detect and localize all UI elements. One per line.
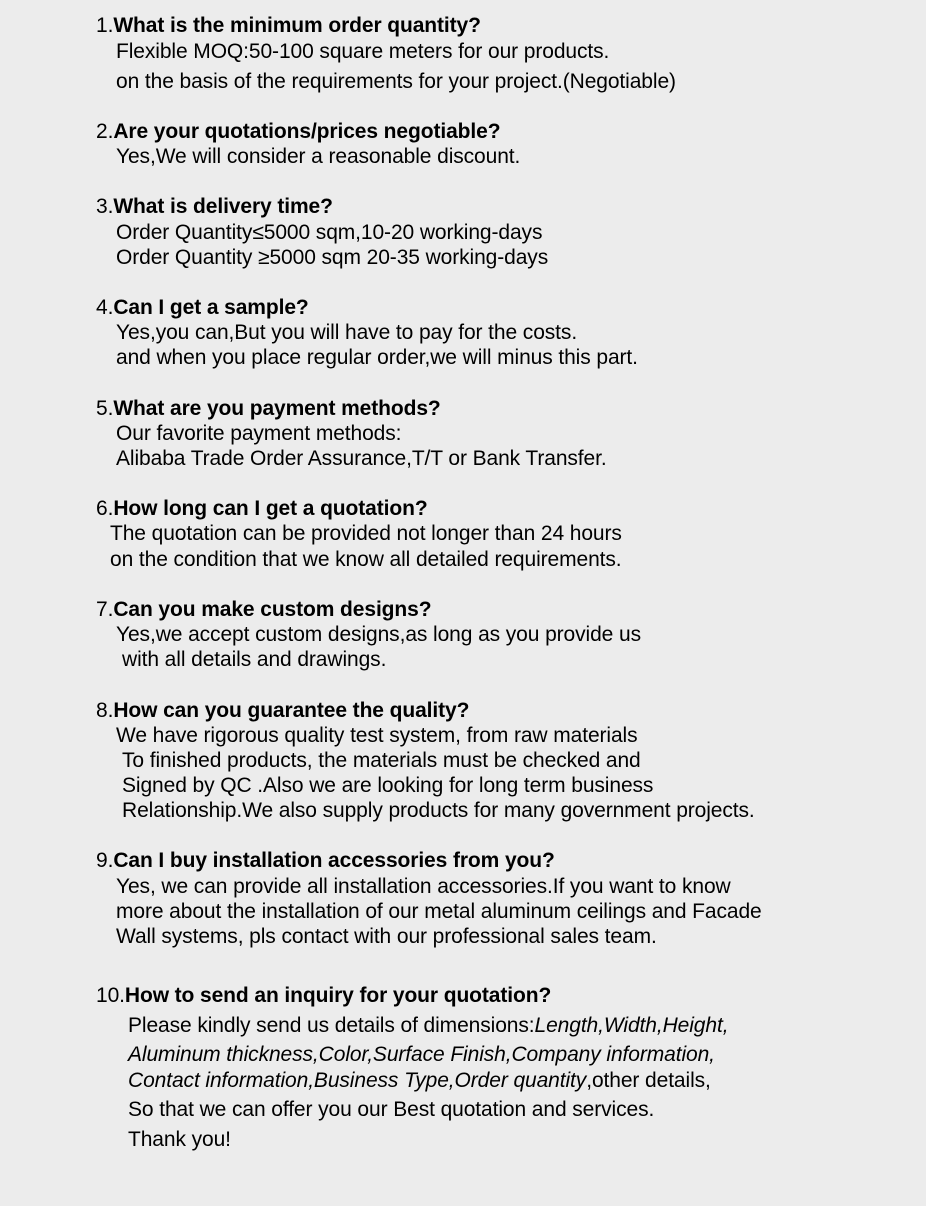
faq-answer-line: So that we can offer you our Best quotation and services. xyxy=(128,1098,655,1121)
faq-question-6 xyxy=(96,496,428,521)
faq-number: 7. xyxy=(96,598,114,621)
faq-answer-line: Yes, we can provide all installation accessories.If you want to know xyxy=(116,875,731,898)
faq-answer-line: on the condition that we know all detailed requirements. xyxy=(110,548,622,571)
faq-answer-line: Signed by QC .Also we are looking for long term business xyxy=(122,774,654,797)
faq-question-7 xyxy=(96,597,431,622)
faq-answer-line: Alibaba Trade Order Assurance,T/T or Bank Transfer. xyxy=(116,447,607,470)
faq-question-text: Are your quotations/prices negotiable? xyxy=(113,120,501,143)
faq-question-text: How long can I get a quotation? xyxy=(113,497,428,520)
faq-number: 1. xyxy=(96,14,114,37)
faq-number: 5. xyxy=(96,397,114,420)
faq-question-text: What are you payment methods? xyxy=(113,397,441,420)
faq-question-10 xyxy=(96,983,551,1008)
faq-question-text: How to send an inquiry for your quotation? xyxy=(124,984,552,1007)
faq-question-5 xyxy=(96,396,441,421)
faq-question-3 xyxy=(96,194,333,219)
faq-question-4 xyxy=(96,295,309,320)
faq-answer-line: Yes,you can,But you will have to pay for the costs. xyxy=(116,321,578,344)
faq-question-text: How can you guarantee the quality? xyxy=(113,699,470,722)
faq-answer-line: We have rigorous quality test system, from raw materials xyxy=(116,724,638,747)
faq-number: 8. xyxy=(96,699,114,722)
faq-answer-line: The quotation can be provided not longer than 24 hours xyxy=(110,522,622,545)
faq-answer-line: on the basis of the requirements for your project.(Negotiable) xyxy=(116,70,676,93)
faq-question-text: Can you make custom designs? xyxy=(113,598,432,621)
faq-question-text: What is the minimum order quantity? xyxy=(113,14,481,37)
faq-answer-line: Yes,we accept custom designs,as long as you provide us xyxy=(116,623,641,646)
faq-number: 4. xyxy=(96,296,114,319)
faq-answer-italic: Length,Width,Height, xyxy=(534,1014,729,1037)
faq-number: 2. xyxy=(96,120,114,143)
faq-question-text: What is delivery time? xyxy=(113,195,333,218)
faq-answer-line: Flexible MOQ:50-100 square meters for our products. xyxy=(116,40,610,63)
faq-answer-line: and when you place regular order,we will minus this part. xyxy=(116,346,638,369)
faq-answer-intro: Please kindly send us details of dimensions: xyxy=(128,1014,535,1037)
faq-answer-line: Thank you! xyxy=(128,1128,231,1151)
faq-question-2 xyxy=(96,119,500,144)
faq-answer-line: Our favorite payment methods: xyxy=(116,422,402,445)
faq-question-9 xyxy=(96,848,555,873)
faq-answer-tail: ,other details, xyxy=(586,1069,711,1092)
faq-answer-line: To finished products, the materials must be checked and xyxy=(122,749,641,772)
faq-answer-line: Order Quantity≤5000 sqm,10-20 working-days xyxy=(116,221,543,244)
faq-answer-line xyxy=(128,1068,711,1093)
faq-question-text: Can I buy installation accessories from you? xyxy=(113,849,555,872)
faq-answer-line xyxy=(128,1013,728,1038)
faq-answer-line: with all details and drawings. xyxy=(122,648,387,671)
faq-answer-line: Yes,We will consider a reasonable discount. xyxy=(116,145,521,168)
faq-number: 6. xyxy=(96,497,114,520)
faq-question-text: Can I get a sample? xyxy=(113,296,309,319)
faq-answer-line: Wall systems, pls contact with our professional sales team. xyxy=(116,925,657,948)
faq-question-1 xyxy=(96,13,481,38)
faq-answer-line: more about the installation of our metal aluminum ceilings and Facade xyxy=(116,900,762,923)
faq-answer-italic: Contact information,Business Type,Order quantity xyxy=(128,1069,587,1092)
faq-answer-line: Aluminum thickness,Color,Surface Finish,Company information, xyxy=(128,1043,715,1066)
faq-answer-line: Relationship.We also supply products for many government projects. xyxy=(122,799,755,822)
faq-answer-line: Order Quantity ≥5000 sqm 20-35 working-days xyxy=(116,246,549,269)
faq-question-8 xyxy=(96,698,469,723)
faq-number: 3. xyxy=(96,195,114,218)
faq-number: 9. xyxy=(96,849,114,872)
faq-number: 10. xyxy=(96,984,125,1007)
